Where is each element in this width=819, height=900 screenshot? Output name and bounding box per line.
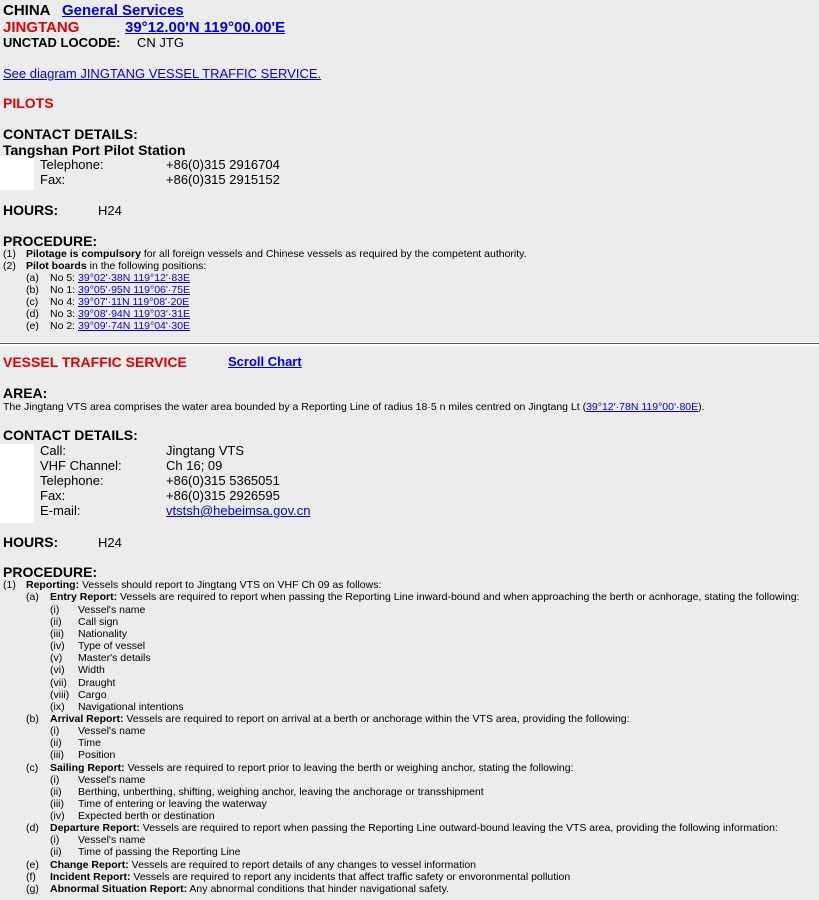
pilots-contact-title: CONTACT DETAILS:: [3, 126, 138, 142]
pilot-station-name: Tangshan Port Pilot Station: [3, 142, 186, 158]
vts-hours-value: H24: [98, 535, 122, 550]
pilot-position: No 1: 39°05'·95N 119°06'·75E: [50, 284, 191, 296]
vts-hours-label: HOURS:: [3, 534, 59, 550]
pilot-position: No 5: 39°02'·38N 119°12'·83E: [50, 272, 191, 284]
pilot-position: No 3: 39°08'·94N 119°03'·31E: [50, 308, 191, 320]
report-number: (g): [26, 883, 39, 895]
list-item: Vessel's name: [78, 604, 146, 616]
country-name: CHINA: [3, 2, 51, 19]
vts-fax-label: Fax:: [40, 488, 66, 503]
item-number: (v): [50, 652, 63, 664]
item-number: (ix): [50, 701, 65, 713]
item-number: (i): [50, 834, 60, 846]
scroll-chart-link[interactable]: Scroll Chart: [228, 354, 302, 369]
report-number: (d): [26, 822, 39, 834]
list-item: Vessel's name: [78, 725, 146, 737]
item-number: (ii): [50, 846, 62, 858]
item-number: (viii): [50, 689, 70, 701]
arrival-report: Arrival Report: Vessels are required to report on arrival at a berth or anchorage within the VTS area, providing the following:: [50, 713, 630, 725]
vts-email-link[interactable]: vtstsh@hebeimsa.gov.cn: [166, 503, 311, 518]
item-number: (ii): [50, 786, 62, 798]
pilots-hours-value: H24: [98, 203, 122, 218]
vts-vhf-label: VHF Channel:: [40, 458, 122, 473]
vts-contact-title: CONTACT DETAILS:: [3, 427, 138, 443]
port-position-link[interactable]: 39°12.00'N 119°00.00'E: [125, 19, 286, 36]
pilots-fax-value: +86(0)315 2915152: [166, 172, 280, 187]
item-number: (iii): [50, 749, 64, 761]
vts-telephone-label: Telephone:: [40, 473, 104, 488]
pilot-position-number: (a): [26, 272, 39, 284]
list-item: Position: [78, 749, 116, 761]
incident-report: Incident Report: Vessels are required to report any incidents that affect traffic safety or envoronmental pollution: [50, 871, 571, 883]
list-item: Cargo: [78, 689, 107, 701]
list-item: Navigational intentions: [78, 701, 184, 713]
report-number: (b): [26, 713, 39, 725]
reporting-text: Reporting: Vessels should report to Jingtang VTS on VHF Ch 09 as follows:: [26, 579, 382, 591]
pilot-position-link[interactable]: 39°09'·74N 119°04'·30E: [78, 320, 191, 332]
report-number: (f): [26, 871, 36, 883]
pilot-position-number: (c): [26, 296, 39, 308]
list-item: Berthing, unberthing, shifting, weighing anchor, leaving the anchorage or transshipment: [78, 786, 484, 798]
list-item: Vessel's name: [78, 774, 146, 786]
list-item: Expected berth or destination: [78, 810, 215, 822]
vts-contact-gutter: [0, 444, 34, 523]
pilots-telephone-label: Telephone:: [40, 157, 104, 172]
area-text: The Jingtang VTS area comprises the water area bounded by a Reporting Line of radius 18·5 n miles centred on Jingtang Lt (39°12'·78N 119°00'·80E).: [3, 401, 705, 413]
item-number: (i): [50, 725, 60, 737]
procedure-text: Pilotage is compulsory for all foreign vessels and Chinese vessels as required by the competent authority.: [26, 248, 527, 260]
port-header-panel: [0, 0, 819, 342]
area-title: AREA:: [3, 385, 48, 401]
item-number: (i): [50, 604, 60, 616]
vts-panel: [0, 346, 819, 900]
pilot-position-number: (e): [26, 320, 39, 332]
list-item: Master's details: [78, 652, 151, 664]
pilot-position-link[interactable]: 39°07'·11N 119°08'·20E: [78, 296, 190, 308]
locode-value: CN JTG: [137, 35, 184, 50]
item-number: (iv): [50, 640, 65, 652]
contact-gutter: [0, 156, 34, 190]
pilot-position: No 2: 39°09'·74N 119°04'·30E: [50, 320, 191, 332]
pilot-position-number: (d): [26, 308, 39, 320]
vts-telephone-value: +86(0)315 5365051: [166, 473, 280, 488]
entry-report: Entry Report: Vessels are required to report when passing the Reporting Line inward-bound and when approaching the berth or acnhorage, stating the following:: [50, 591, 800, 603]
list-item: Nationality: [78, 628, 128, 640]
pilot-position-number: (b): [26, 284, 39, 296]
item-number: (iv): [50, 810, 65, 822]
pilot-position: No 4: 39°07'·11N 119°08'·20E: [50, 296, 190, 308]
reporting-number: (1): [3, 579, 16, 591]
departure-report: Departure Report: Vessels are required to report when passing the Reporting Line outward-bound leaving the VTS area, providing the following information:: [50, 822, 778, 834]
report-number: (e): [26, 859, 39, 871]
vts-fax-value: +86(0)315 2926595: [166, 488, 280, 503]
item-number: (ii): [50, 737, 62, 749]
sailing-report: Sailing Report: Vessels are required to report prior to leaving the berth or weighing anchor, stating the following:: [50, 762, 574, 774]
vts-procedure-title: PROCEDURE:: [3, 564, 98, 580]
general-services-link[interactable]: General Services: [62, 2, 184, 19]
area-coord-link[interactable]: 39°12'·78N 119°00'·80E: [586, 401, 699, 413]
vts-call-label: Call:: [40, 443, 67, 458]
list-item: Time of entering or leaving the waterway: [78, 798, 267, 810]
locode-label: UNCTAD LOCODE:: [3, 35, 121, 50]
report-number: (c): [26, 762, 39, 774]
list-item: Width: [78, 664, 105, 676]
item-number: (iii): [50, 798, 64, 810]
list-item: Call sign: [78, 616, 119, 628]
pilot-position-link[interactable]: 39°02'·38N 119°12'·83E: [78, 272, 191, 284]
change-report: Change Report: Vessels are required to report details of any changes to vessel information: [50, 859, 477, 871]
list-item: Draught: [78, 677, 116, 689]
list-item: Time of passing the Reporting Line: [78, 846, 241, 858]
list-item: Vessel's name: [78, 834, 146, 846]
port-name: JINGTANG: [3, 19, 80, 36]
item-number: (ii): [50, 616, 62, 628]
vts-call-value: Jingtang VTS: [166, 443, 245, 458]
pilots-title: PILOTS: [3, 95, 54, 111]
pilots-fax-label: Fax:: [40, 172, 66, 187]
pilots-hours-label: HOURS:: [3, 202, 59, 218]
procedure-number: (1): [3, 248, 16, 260]
item-number: (vi): [50, 664, 65, 676]
report-number: (a): [26, 591, 39, 603]
procedure-number: (2): [3, 260, 16, 272]
pilots-telephone-value: +86(0)315 2916704: [166, 157, 280, 172]
list-item: Time: [78, 737, 101, 749]
pilot-position-link[interactable]: 39°05'·95N 119°06'·75E: [78, 284, 191, 296]
vts-title: VESSEL TRAFFIC SERVICE: [3, 354, 187, 370]
item-number: (vii): [50, 677, 67, 689]
vts-vhf-value: Ch 16; 09: [166, 458, 223, 473]
section-divider: [0, 343, 819, 344]
vts-email-label: E-mail:: [40, 503, 81, 518]
diagram-link[interactable]: See diagram JINGTANG VESSEL TRAFFIC SERVICE.: [3, 66, 322, 81]
procedure-text: Pilot boards in the following positions:: [26, 260, 207, 272]
pilots-procedure-title: PROCEDURE:: [3, 233, 98, 249]
item-number: (iii): [50, 628, 64, 640]
item-number: (i): [50, 774, 60, 786]
abnormal-situation-report: Abnormal Situation Report: Any abnormal conditions that hinder navigational safety.: [50, 883, 449, 895]
list-item: Type of vessel: [78, 640, 146, 652]
pilot-position-link[interactable]: 39°08'·94N 119°03'·31E: [78, 308, 191, 320]
